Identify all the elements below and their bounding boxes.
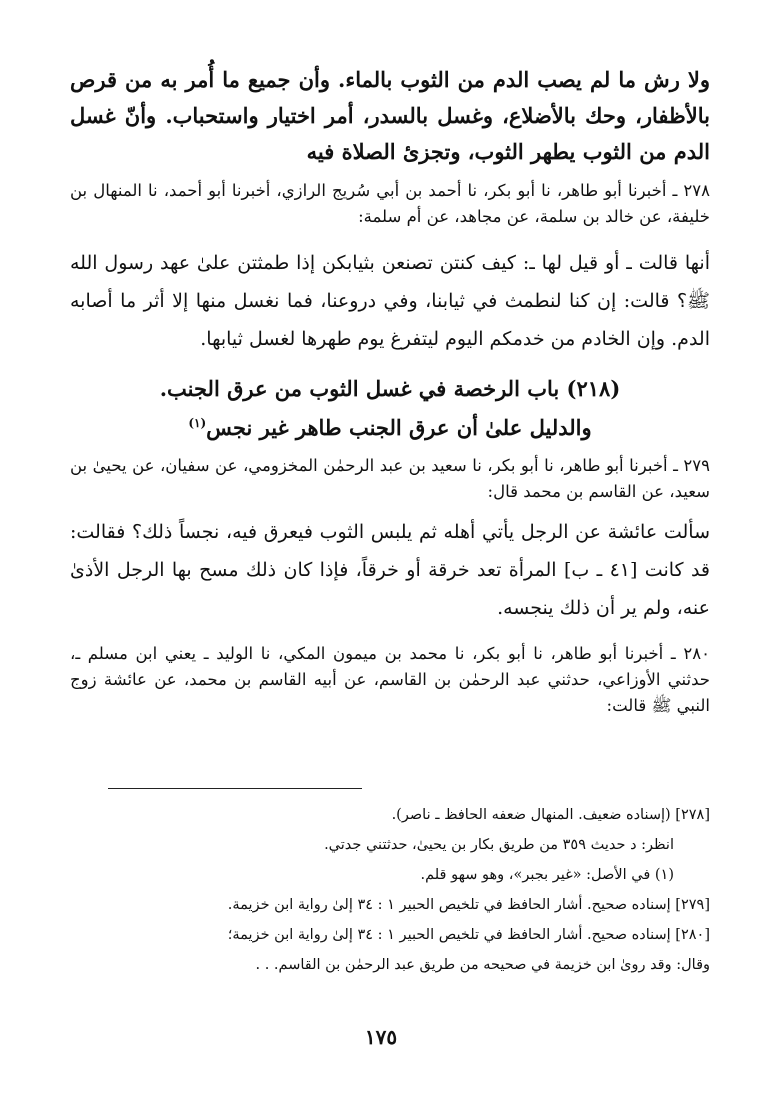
footnote-278: [٢٧٨] (إسناده ضعيف. المنهال ضعفه الحافظ ـ ناصر). — [391, 807, 710, 823]
footnote-279: [٢٧٩] إسناده صحيح. أشار الحافظ في تلخيص الحبير ١ : ٣٤ إلىٰ رواية ابن خزيمة. — [227, 897, 710, 913]
chapter-heading — [70, 372, 710, 445]
footnote-1: (١) في الأصل: «غير بجبر»، وهو سهو قلم. — [420, 867, 674, 883]
chapter-title: (٢١٨) باب الرخصة في غسل الثوب من عرق الجنب. — [159, 376, 621, 401]
page-body — [70, 62, 710, 719]
page-number: ١٧٥ — [364, 1025, 398, 1049]
hadith-279-isnad: ٢٧٩ ـ أخبرنا أبو طاهر، نا أبو بكر، نا سعيد بن عبد الرحمٰن المخزومي، عن سفيان، عن يحيىٰ بن سعيد، عن القاسم بن محمد قال: — [70, 456, 710, 501]
hadith-280-isnad: ٢٨٠ ـ أخبرنا أبو طاهر، نا أبو بكر، نا محمد بن ميمون المكي، نا الوليد ـ يعني ابن مسلم ـ، حدثني الأوزاعي، حدثني عبد الرحمٰن بن القاسم، عن أبيه القاسم بن محمد، عن عائشة زوج النبي ﷺ قالت: — [70, 644, 710, 715]
footnote-divider — [108, 788, 362, 789]
chapter-intro-text: ولا رش ما لم يصب الدم من الثوب بالماء. وأن جميع ما أُمر به من قرص بالأظفار، وحك بالأضلاع، وغسل بالسدر، أمر اختيار واستحباب. وأنّ غسل الدم من الثوب يطهر الثوب، وتجزئ الصلاة فيه — [70, 67, 710, 164]
footnote-marker: (١) — [188, 416, 207, 430]
hadith-278-matn: أنها قالت ـ أو قيل لها ـ: كيف كنتن تصنعن بثيابكن إذا طمثتن علىٰ عهد رسول الله ﷺ؟ قالت: إن كنا لنطمث في ثيابنا، وفي دروعنا، فما نغسل منها إلا أثر ما أصابه الدم. وإن الخادم من خدمكم اليوم ليتفرغ يوم طهرها لغسل ثيابها. — [70, 252, 710, 350]
footnote-278-ref: انظر: د حديث ٣٥٩ من طريق بكار بن يحيىٰ، حدثتني جدتي. — [324, 837, 674, 853]
hadith-279-matn: سألت عائشة عن الرجل يأتي أهله ثم يلبس الثوب فيعرق فيه، نجساً ذلك؟ فقالت: قد كانت [٤١ ـ ب] المرأة تعد خرقة أو خرقاً، فإذا كان ذلك مسح بها الرجل الأذىٰ عنه، ولم ير أن ذلك ينجسه. — [70, 521, 711, 619]
footnote-280: [٢٨٠] إسناده صحيح. أشار الحافظ في تلخيص الحبير ١ : ٣٤ إلىٰ رواية ابن خزيمة؛ — [227, 927, 710, 943]
chapter-subtitle-text: والدليل علىٰ أن عرق الجنب طاهر غير نجس — [206, 415, 592, 440]
hadith-278-isnad: ٢٧٨ ـ أخبرنا أبو طاهر، نا أبو بكر، نا أحمد بن أبي سُريج الرازي، أخبرنا أبو أحمد، نا المنهال بن خليفة، عن خالد بن سلمة، عن مجاهد، عن أم سلمة: — [70, 181, 710, 226]
footnote-280-cont: وقال: وقد روىٰ ابن خزيمة في صحيحه من طريق عبد الرحمٰن بن القاسم. . . — [255, 957, 710, 973]
chapter-subtitle — [70, 406, 710, 445]
footnotes — [70, 800, 710, 980]
